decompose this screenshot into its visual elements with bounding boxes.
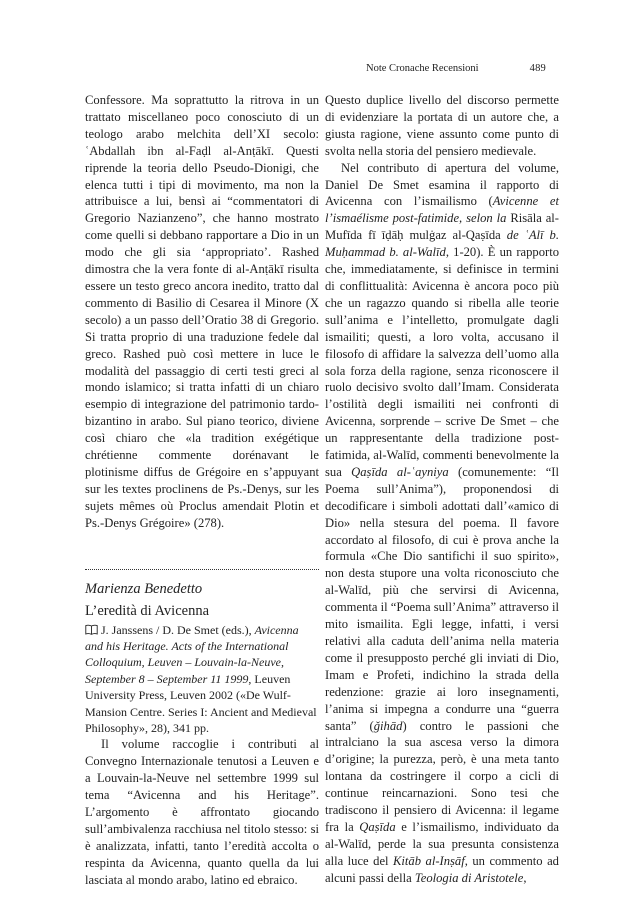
italic-title: Kitāb al-Inṣāf xyxy=(393,853,465,868)
citation-title: Avicenna and his Heritage. Acts of the International Colloquium, Leuven – Louvain-la-Neuve, September 8 – September 11 1999 xyxy=(85,622,299,686)
text-run: , 1-20). È un rapporto che, immediatamente, si definisce in termini di conflittualità: Avicenna è ancora poco più che un ragazzo quando si ribella alle teorie sull’anima e l’intelletto, promulgate dagli ismailiti; questi, a loro volta, accusano il filosofo di affidare la salvezza dell’uomo alla sola forza della ragione, senza riconoscere il ruolo decisivo svolto dall’Imam. Considerata l’ostilità degli ismailiti nei confronti di Avicenna, sorprende – scrive De Smet – che un rappresentante della tradizione post-fatimida, al-Walīd, commenti benevolmente la sua xyxy=(325,245,559,479)
text-run: ) contro le passioni che intralciano la sua ascesa verso la dimora d’origine; la purezza, però, è una meta tanto lontana da costringere il corpo a cicli di continue reincarnazioni. Sono tesi che tradiscono il pensiero di Avicenna: il legame fra la xyxy=(325,718,559,834)
citation-authors: J. Janssens / D. De Smet (eds.), xyxy=(101,622,255,637)
section-title: Note Cronache Recensioni xyxy=(366,62,479,74)
page-number: 489 xyxy=(529,62,546,74)
left-column xyxy=(85,92,319,889)
text-run: , xyxy=(523,870,527,885)
book-citation xyxy=(85,622,319,737)
text-run: Nel contributo di apertura del volume, Daniel De Smet esamina il rapporto di Avicenna con l’ismailismo ( xyxy=(325,160,559,209)
review-title: L’eredità di Avicenna xyxy=(85,602,210,619)
text-run: (comunemente: “Il Poema sull’Anima”), proponendosi di decodificare i simboli adottati dall’«amico di Dio» nella stesura del poema. Il favore accordato al filosofo, di cui è prova anche la formula «Che Dio santifichi il suo spirito», non desta stupore una volta riconosciuto che al-Walīd, più che servirsi di Avicenna, commenta il “Poema sull’Anima” attraverso il mito ismailita. Egli legge, infatti, i versi relativi alla caduta dell’anima nella materia come il presupposto perché gli inviati di Dio, Imam e Profeti, indichino la strada della redenzione: grazie ai loro insegnamenti, l’anima si impegna a condurre una “guerra santa” ( xyxy=(325,464,559,733)
text-run: , un commento ad alcuni passi della xyxy=(325,853,559,885)
review-paragraph: Il volume raccoglie i contributi al Convegno Internazionale tenutosi a Leuven e a Louvain-la-Neuve nel settembre 1999 sul tema “Avicenna and his Heritage”. L’argomento è affrontato giocando sull’ambivalenza racchiusa nel titolo stesso: si è analizzata, infatti, tanto l’eredità accolta o respinta da Avicenna, quanto quella da lui lasciata al mondo arabo, latino ed ebraico. xyxy=(85,737,319,887)
text-run: Risāla al-Mufīda fī īḍāḥ mulġaz al-Qaṣīda xyxy=(325,211,560,243)
review-paragraph xyxy=(325,160,559,887)
running-header xyxy=(366,60,546,76)
italic-title: Avicenne et l’ismaélisme post-fatimide, selon la xyxy=(325,194,559,226)
italic-term: ǧihād xyxy=(373,718,403,733)
citation-publisher: , Leuven University Press, Leuven 2002 («De Wulf-Mansion Centre. Series I: Ancient and Medieval Philosophy», 28), 341 pp. xyxy=(85,671,317,735)
right-column xyxy=(325,92,559,887)
italic-title: de ʿAlī b. Muḥammad b. al-Walīd xyxy=(325,228,559,260)
italic-title: Qaṣīda xyxy=(359,819,396,834)
text-run: e l’ismailismo, individuato da al-Walīd, perde la sua presunta consistenza alla luce del xyxy=(325,819,559,868)
section-divider xyxy=(85,569,319,570)
italic-title: Teologia di Aristotele xyxy=(414,870,524,885)
open-book-icon xyxy=(85,624,98,635)
continuation-paragraph: Confessore. Ma soprattutto la ritrova in un trattato miscellaneo poco conosciuto di un teologo arabo melchita dell’XI secolo: ʿAbdallah ibn al-Faḍl al-Anṭākī. Questi riprende la teoria dello Pseudo-Dionigi, che elenca tutti i tipi di movimento, ma non la attribuisce a lui, bensì ai “commentatori di Gregorio Nazianzeno”, che hanno mostrato come quelli si debbano rapportare a Dio in un modo che gli sia ‘appropriato’. Rashed dimostra che la vera fonte di al-Anṭākī risulta essere un testo greco ancora inedito, tratto dal commento di Basilio di Cesarea il Minore (X secolo) a un passo dell’Oratio 38 di Gregorio. Si tratta proprio di una traduzione fedele dal greco. Rashed può così mettere in luce le modalità del passaggio di certi testi greci al mondo islamico; si tratta infatti di un chiaro esempio di integrazione del patrimonio tardo-bizantino in arabo. Sul piano teorico, diviene così chiaro che «la tradition exégétique chrétienne commente dorénavant le plotinisme diffus de Grégoire en s’appuyant sur les textes proclinens de Ps.-Denys, sur les sujets mêmes où Proclus amendait Plotin et Ps.-Denys Grégoire» (278). xyxy=(85,93,319,530)
review-paragraph: Questo duplice livello del discorso permette di evidenziare la portata di un autore che, a giusta ragione, viene assunto come punto di svolta nella storia del pensiero medievale. xyxy=(325,93,559,158)
review-author: Marienza Benedetto xyxy=(85,580,203,597)
italic-title: Qaṣīda al-ʿayniya xyxy=(351,464,449,479)
